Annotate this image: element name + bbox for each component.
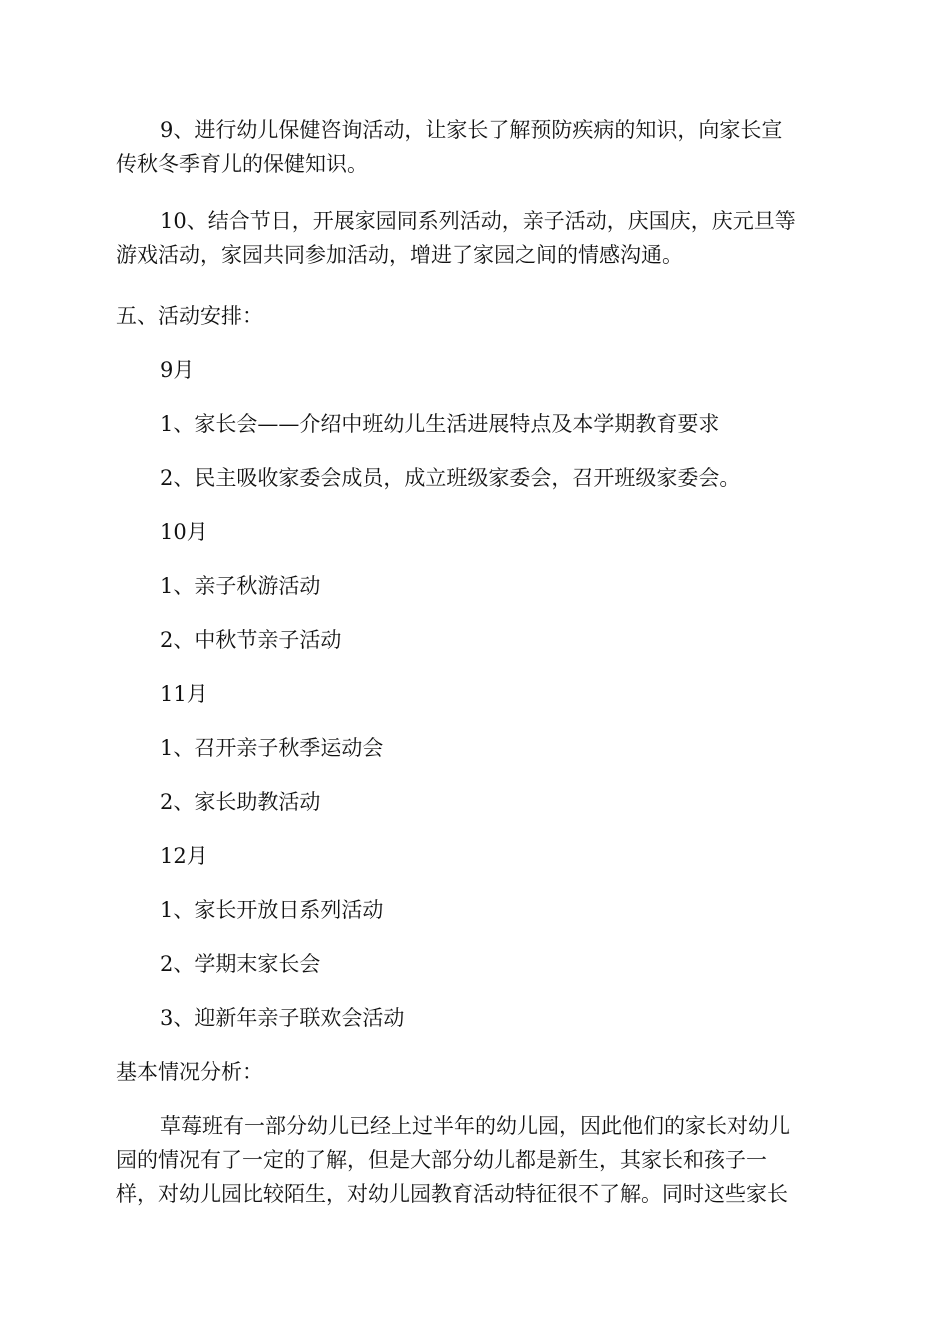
- month-item: 2、中秋节亲子活动: [160, 628, 342, 652]
- month-item: 1、家长开放日系列活动: [160, 898, 384, 922]
- month-item: 2、家长助教活动: [160, 790, 321, 814]
- month-label: 12月: [160, 844, 208, 868]
- month-item: 1、亲子秋游活动: [160, 574, 321, 598]
- paragraph-line: 游戏活动，家园共同参加活动，增进了家园之间的情感沟通。: [116, 243, 683, 267]
- section-heading-analysis: 基本情况分析：: [116, 1060, 263, 1084]
- month-item: 1、家长会——介绍中班幼儿生活进展特点及本学期教育要求: [160, 412, 720, 436]
- month-item: 2、民主吸收家委会成员，成立班级家委会，召开班级家委会。: [160, 466, 741, 490]
- paragraph-item-9: [116, 113, 836, 181]
- month-label: 9月: [160, 358, 195, 382]
- month-label: 10月: [160, 520, 208, 544]
- paragraph-line: 9、进行幼儿保健咨询活动，让家长了解预防疾病的知识，向家长宣: [160, 118, 783, 142]
- paragraph-line: 传秋冬季育儿的保健知识。: [116, 152, 368, 176]
- month-item: 1、召开亲子秋季运动会: [160, 736, 384, 760]
- paragraph-line: 草莓班有一部分幼儿已经上过半年的幼儿园，因此他们的家长对幼儿: [160, 1114, 790, 1138]
- section-heading-activities: 五、活动安排：: [116, 304, 263, 328]
- paragraph-line: 10、结合节日，开展家园同系列活动，亲子活动，庆国庆，庆元旦等: [160, 209, 796, 233]
- month-item: 3、迎新年亲子联欢会活动: [160, 1006, 405, 1030]
- month-item: 2、学期末家长会: [160, 952, 321, 976]
- paragraph-line: 园的情况有了一定的了解，但是大部分幼儿都是新生，其家长和孩子一: [116, 1148, 767, 1172]
- analysis-paragraph: [116, 1109, 836, 1211]
- paragraph-line: 样，对幼儿园比较陌生，对幼儿园教育活动特征很不了解。同时这些家长: [116, 1182, 788, 1206]
- paragraph-item-10: [116, 204, 836, 272]
- month-label: 11月: [160, 682, 208, 706]
